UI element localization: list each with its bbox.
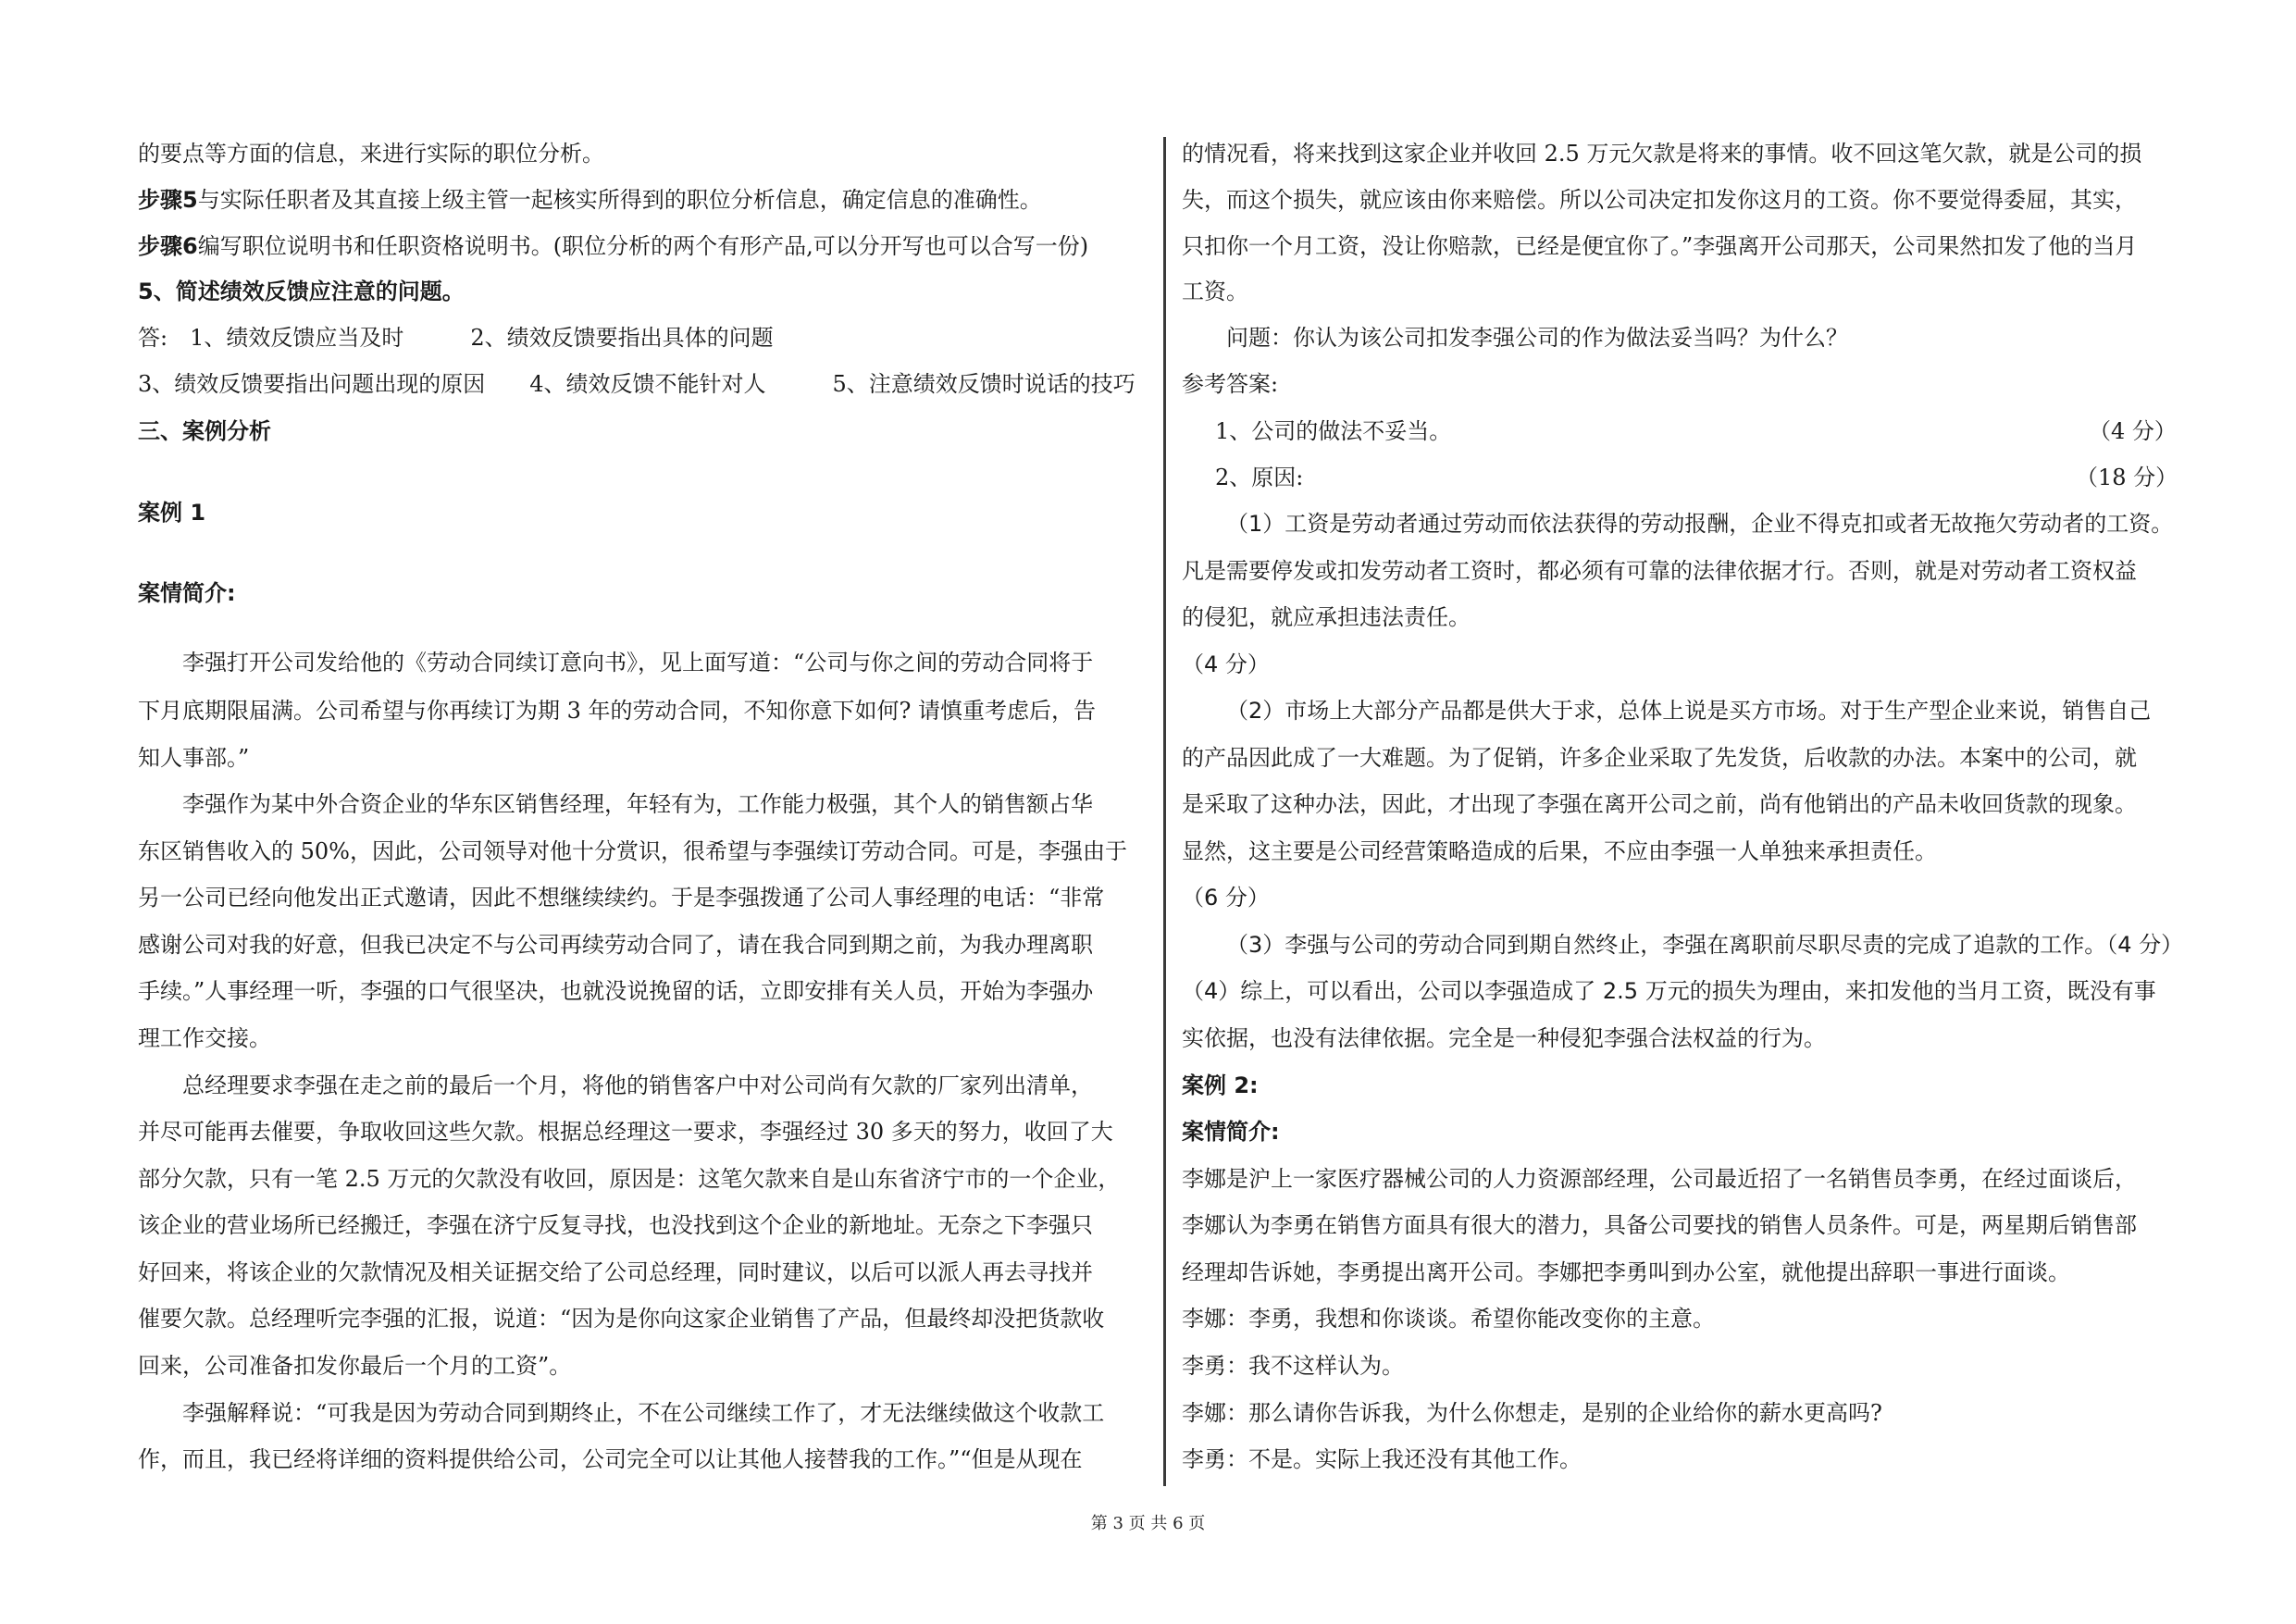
paragraph-line: 李娜是沪上一家医疗器械公司的人力资源部经理，公司最近招了一名销售员李勇，在经过面谈后，	[1182, 1166, 2137, 1192]
paragraph-line: 李娜认为李勇在销售方面具有很大的潜力，具备公司要找的销售人员条件。可是，两星期后销售部	[1182, 1212, 2137, 1238]
case-2-heading: 案例 2:	[1182, 1072, 1259, 1098]
question-5-heading: 5、简述绩效反馈应注意的问题。	[138, 279, 465, 304]
score-label: （4 分）	[2089, 418, 2177, 444]
step-6-label: 步骤6	[138, 233, 198, 259]
case-1-heading: 案例 1	[138, 500, 206, 526]
reason-line: 凡是需要停发或扣发劳动者工资时，都必须有可靠的法律依据才行。否则，就是对劳动者工资权益	[1182, 558, 2137, 584]
paragraph-line: 只扣你一个月工资，没让你赔款，已经是便宜你了。”李强离开公司那天，公司果然扣发了他的当月	[1182, 233, 2138, 259]
score-label: （4 分）	[1182, 651, 1270, 677]
paragraph-line: 作，而且，我已经将详细的资料提供给公司，公司完全可以让其他人接替我的工作。”“但是从现在	[138, 1446, 1083, 1472]
reason-line: 实依据，也没有法律依据。完全是一种侵犯李强合法权益的行为。	[1182, 1025, 1826, 1051]
reason-line: （1）工资是劳动者通过劳动而依法获得的劳动报酬，企业不得克扣或者无故拖欠劳动者的工资。	[1226, 511, 2174, 537]
paragraph-line: 失，而这个损失，就应该由你来赔偿。所以公司决定扣发你这月的工资。你不要觉得委屈，其实，	[1182, 187, 2137, 213]
paragraph-line: 李强作为某中外合资企业的华东区销售经理，年轻有为，工作能力极强，其个人的销售额占华	[182, 791, 1093, 817]
step-5-text: 与实际任职者及其直接上级主管一起核实所得到的职位分析信息，确定信息的准确性。	[197, 187, 1042, 213]
dialogue-line: 李娜：李勇，我想和你谈谈。希望你能改变你的主意。	[1182, 1306, 1715, 1332]
reason-line: （4）综上，可以看出，公司以李强造成了 2.5 万元的损失为理由，来扣发他的当月工资，既没有事	[1182, 978, 2156, 1004]
text-line: 的要点等方面的信息，来进行实际的职位分析。	[138, 141, 604, 167]
paragraph-line: 的情况看，将来找到这家企业并收回 2.5 万元欠款是将来的事情。收不回这笔欠款，就是公司的损	[1182, 141, 2142, 167]
page-number: 第 3 页 共 6 页	[1090, 1514, 1206, 1533]
paragraph-line: 另一公司已经向他发出正式邀请，因此不想继续续约。于是李强拨通了公司人事经理的电话：“非常	[138, 885, 1105, 911]
score-label: （6 分）	[1182, 885, 1270, 911]
case-2-intro-heading: 案情简介:	[1182, 1119, 1280, 1145]
reason-line: （2）市场上大部分产品都是供大于求，总体上说是买方市场。对于生产型企业来说，销售自己	[1226, 698, 2152, 724]
paragraph-line: 好回来，将该企业的欠款情况及相关证据交给了公司总经理，同时建议，以后可以派人再去寻找并	[138, 1259, 1093, 1285]
reason-line: 的产品因此成了一大难题。为了促销，许多企业采取了先发货，后收款的办法。本案中的公司，就	[1182, 745, 2137, 771]
step-5-line	[138, 185, 1042, 215]
paragraph-line: 工资。	[1182, 279, 1248, 304]
answer-line-2: 3、绩效反馈要指出问题出现的原因 4、绩效反馈不能针对人 5、注意绩效反馈时说话的技巧	[138, 371, 1136, 397]
paragraph-line: 理工作交接。	[138, 1025, 271, 1051]
paragraph-line: 东区销售收入的 50%，因此，公司领导对他十分赏识，很希望与李强续订劳动合同。可是，李强由于	[138, 838, 1127, 864]
paragraph-line: 催要欠款。总经理听完李强的汇报，说道：“因为是你向这家企业销售了产品，但最终却没把货款收	[138, 1306, 1105, 1332]
paragraph-line: 知人事部。”	[138, 745, 250, 771]
reference-answer-label: 参考答案:	[1182, 371, 1279, 397]
step-6-text: 编写职位说明书和任职资格说明书。(职位分析的两个有形产品,可以分开写也可以合写一份)	[197, 233, 1089, 259]
paragraph-line: 回来，公司准备扣发你最后一个月的工资”。	[138, 1353, 572, 1379]
answer-item-1: 1、公司的做法不妥当。	[1215, 418, 1452, 444]
reason-line: 的侵犯，就应承担违法责任。	[1182, 604, 1471, 630]
case-intro-heading: 案情简介:	[138, 580, 236, 606]
paragraph-line: 部分欠款，只有一笔 2.5 万元的欠款没有收回，原因是：这笔欠款来自是山东省济宁市的一个企业，	[138, 1166, 1121, 1192]
paragraph-line: 经理却告诉她，李勇提出离开公司。李娜把李勇叫到办公室，就他提出辞职一事进行面谈。	[1182, 1259, 2070, 1285]
paragraph-line: 李强打开公司发给他的《劳动合同续订意向书》，见上面写道：“公司与你之间的劳动合同将于	[182, 650, 1094, 676]
answer-item-2: 2、原因:	[1215, 465, 1304, 490]
step-5-label: 步骤5	[138, 187, 198, 213]
reason-line: 显然，这主要是公司经营策略造成的后果，不应由李强一人单独来承担责任。	[1182, 838, 1937, 864]
paragraph-line: 总经理要求李强在走之前的最后一个月，将他的销售客户中对公司尚有欠款的厂家列出清单，	[182, 1072, 1093, 1098]
answer-line-1: 答: 1、绩效反馈应当及时 2、绩效反馈要指出具体的问题	[138, 325, 774, 351]
dialogue-line: 李娜：那么请你告诉我，为什么你想走，是别的企业给你的薪水更高吗?	[1182, 1400, 1882, 1426]
paragraph-line: 感谢公司对我的好意，但我已决定不与公司再续劳动合同了，请在我合同到期之前，为我办理离职	[138, 932, 1093, 958]
paragraph-line: 李强解释说：“可我是因为劳动合同到期终止，不在公司继续工作了，才无法继续做这个收款工	[182, 1400, 1105, 1426]
paragraph-line: 该企业的营业场所已经搬迁，李强在济宁反复寻找，也没找到这个企业的新地址。无奈之下李强只	[138, 1212, 1093, 1238]
dialogue-line: 李勇：不是。实际上我还没有其他工作。	[1182, 1446, 1582, 1472]
reason-line: 是采取了这种办法，因此，才出现了李强在离开公司之前，尚有他销出的产品未收回货款的现象。	[1182, 791, 2137, 817]
question-line: 问题：你认为该公司扣发李强公司的作为做法妥当吗？为什么？	[1226, 325, 1848, 351]
reason-line: （3）李强与公司的劳动合同到期自然终止，李强在离职前尽职尽责的完成了追款的工作。（4 分）	[1226, 932, 2184, 958]
paragraph-line: 手续。”人事经理一听，李强的口气很坚决，也就没说挽留的话，立即安排有关人员，开始为李强办	[138, 978, 1094, 1004]
dialogue-line: 李勇：我不这样认为。	[1182, 1353, 1404, 1379]
paragraph-line: 并尽可能再去催要，争取收回这些欠款。根据总经理这一要求，李强经过 30 多天的努力，收回了大	[138, 1119, 1113, 1145]
score-label: （18 分）	[2076, 465, 2178, 490]
paragraph-line: 下月底期限届满。公司希望与你再续订为期 3 年的劳动合同，不知你意下如何? 请慎重考虑后，告	[138, 698, 1097, 724]
step-6-line	[138, 231, 1088, 261]
section-3-heading: 三、案例分析	[138, 418, 271, 444]
column-divider	[1163, 137, 1166, 1486]
